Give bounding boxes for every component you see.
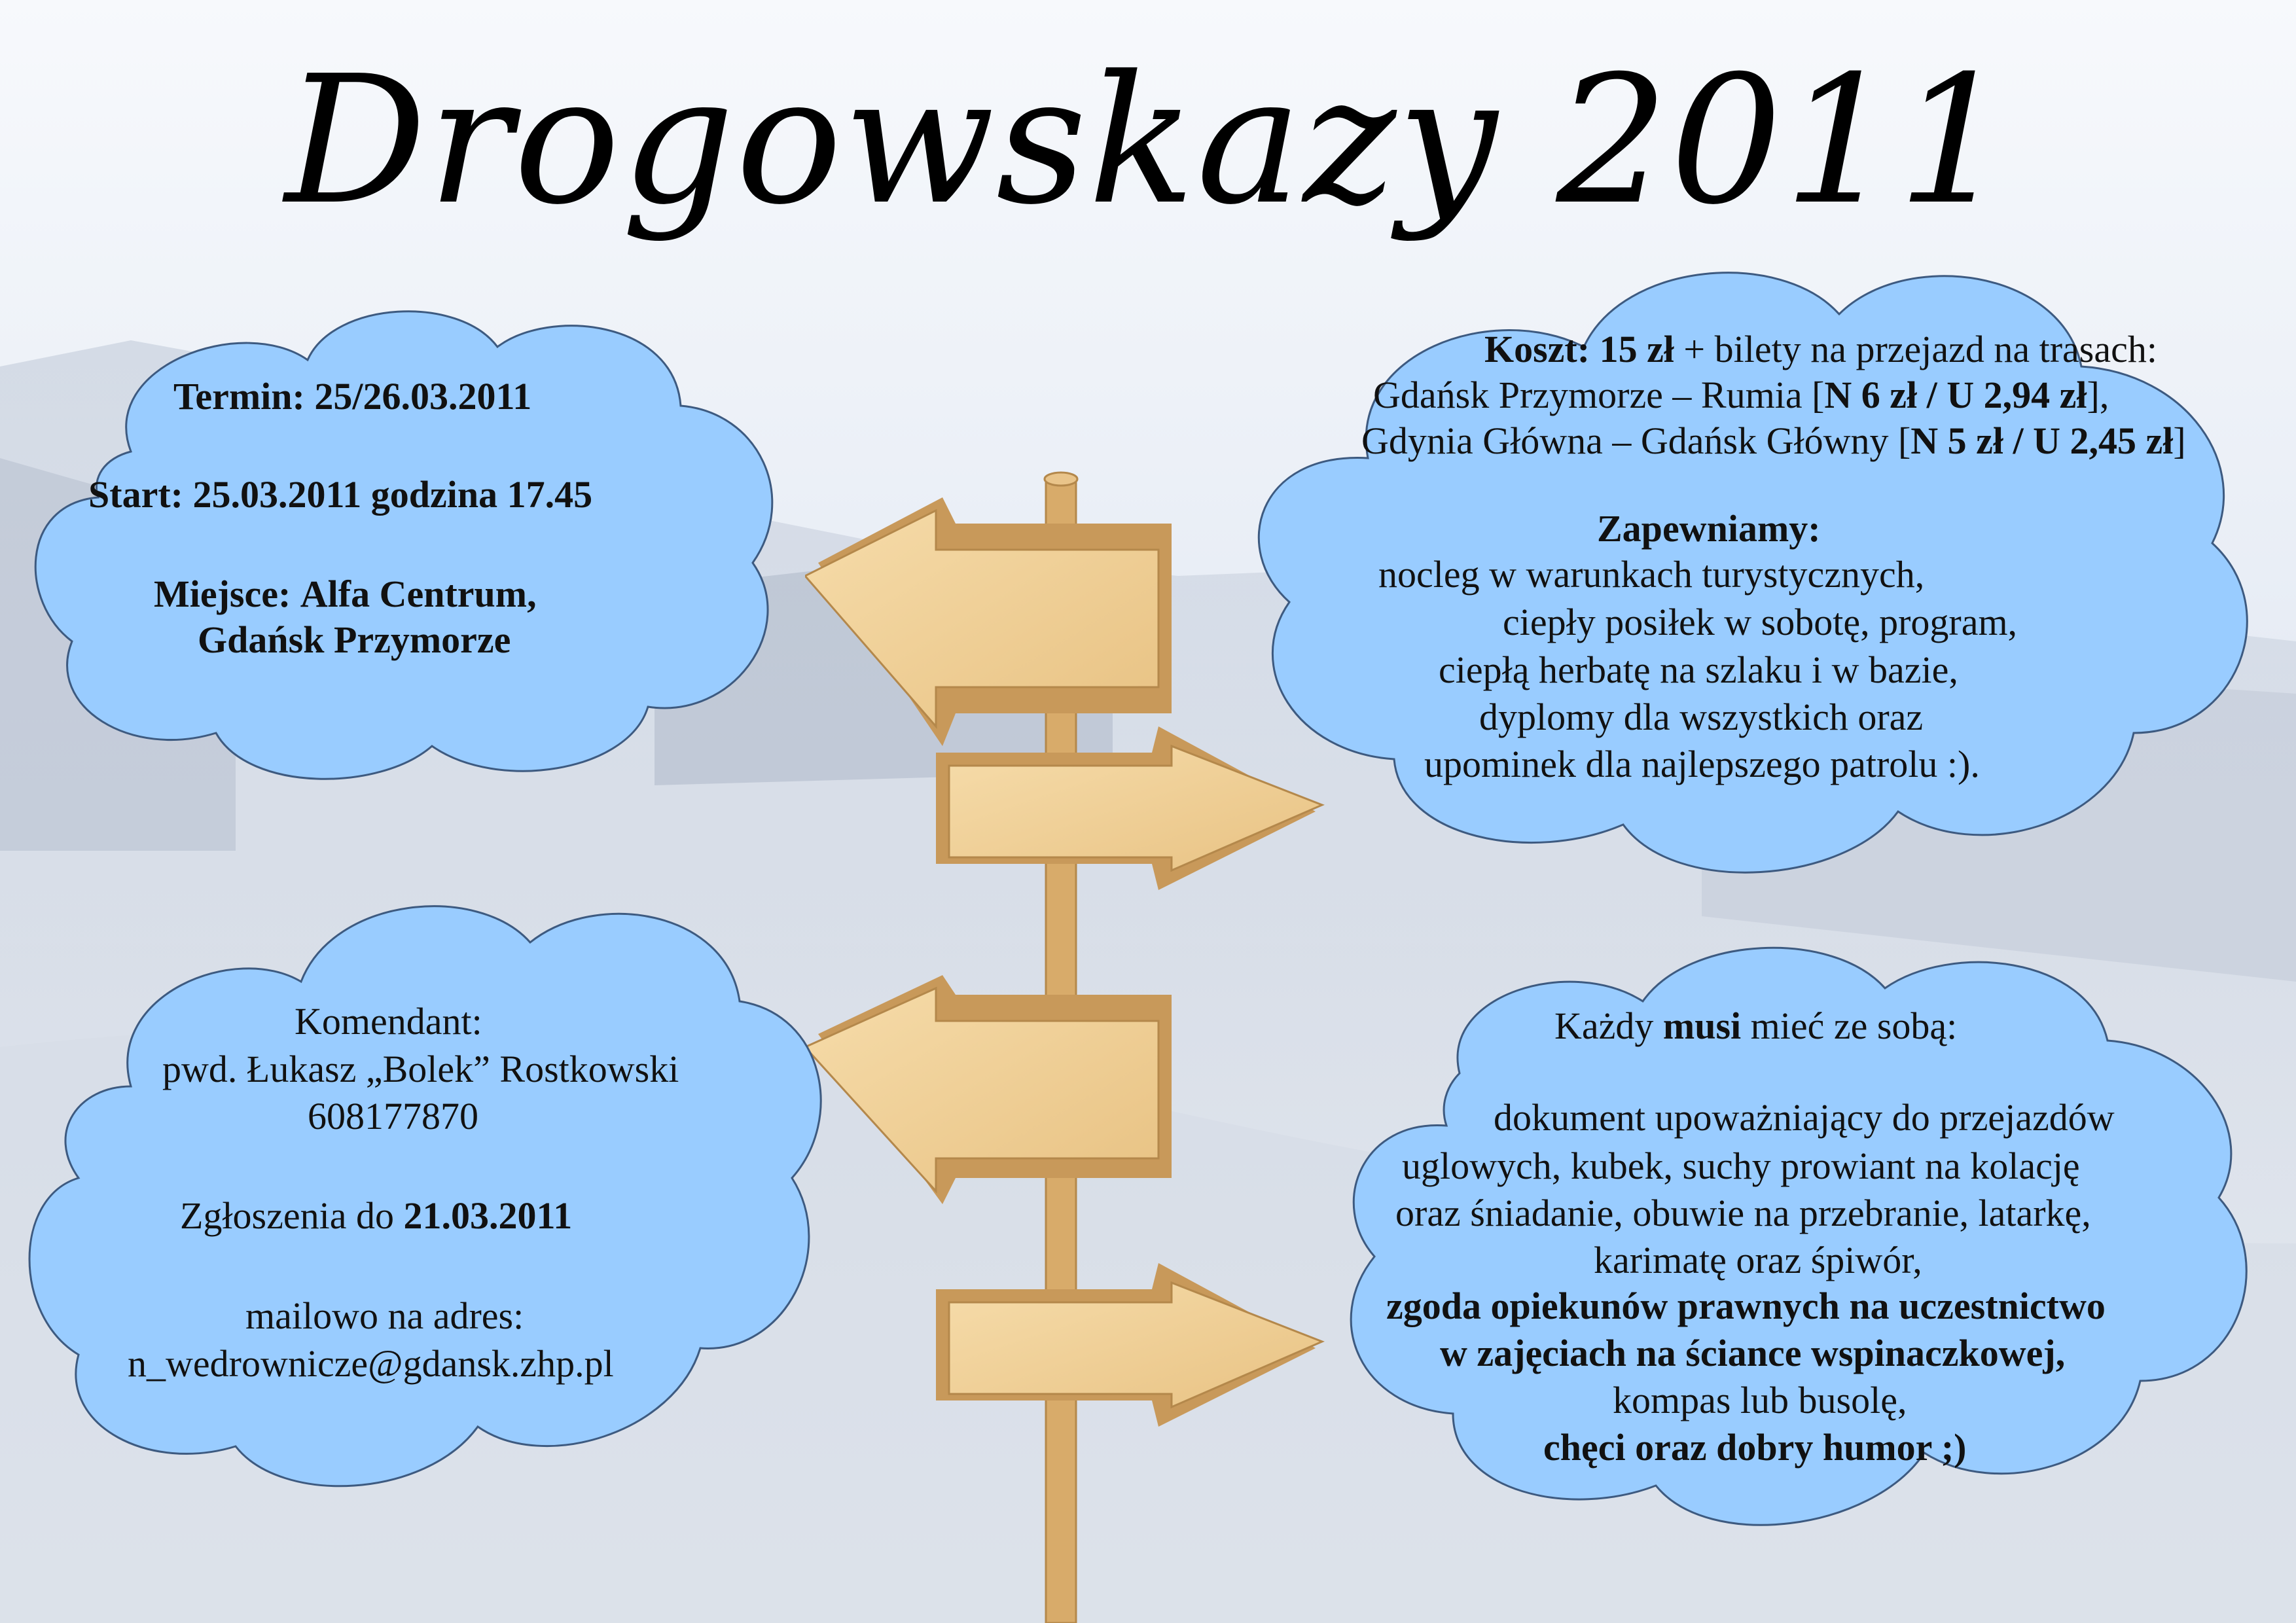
route1-price: N 6 zł / U 2,94 zł <box>1824 374 2087 416</box>
poster-title: Drogowskazy 2011 <box>285 37 2011 243</box>
route1-open: [ <box>1812 374 1825 416</box>
zapewniamy-heading: Zapewniamy: <box>1597 507 1821 550</box>
equipment-item-7: kompas lub busolę, <box>1613 1379 1907 1421</box>
arrow-sign-right-2 <box>936 1263 1322 1427</box>
equipment-item-5: zgoda opiekunów prawnych na uczestnictwo <box>1386 1285 2106 1327</box>
start-label: Start: <box>88 473 183 516</box>
route2-open: [ <box>1897 419 1911 462</box>
offer-item-2: ciepły posiłek w sobotę, program, <box>1503 601 2018 643</box>
koszt-rest: + bilety na przejazd na trasach: <box>1683 328 2157 370</box>
equipment-item-8: chęci oraz dobry humor ;) <box>1543 1426 1967 1469</box>
zgloszenia-label: Zgłoszenia do <box>180 1194 394 1237</box>
arrow-sign-left-2 <box>805 975 1172 1204</box>
equipment-item-3: oraz śniadanie, obuwie na przebranie, latarkę, <box>1395 1192 2091 1234</box>
equipment-item-2: uglowych, kubek, suchy prowiant na kolację <box>1402 1145 2080 1187</box>
route2-close: ] <box>2173 419 2186 462</box>
arrow-sign-left-1 <box>805 497 1172 746</box>
cloud-event-details <box>26 288 798 785</box>
phone-number: 608177870 <box>308 1095 478 1137</box>
koszt-label: Koszt: <box>1484 328 1590 370</box>
cloud-equipment-list <box>1335 929 2278 1571</box>
offer-item-5: upominek dla najlepszego patrolu :). <box>1424 743 1980 785</box>
intro-bold: musi <box>1662 1005 1742 1047</box>
komendant-name: pwd. Łukasz „Bolek” Rostkowski <box>162 1048 679 1090</box>
koszt-value: 15 zł <box>1599 328 1674 370</box>
miejsce-value-2: Gdańsk Przymorze <box>198 618 511 661</box>
route2-price: N 5 zł / U 2,45 zł <box>1910 419 2174 462</box>
offer-item-4: dyplomy dla wszystkich oraz <box>1479 696 1924 738</box>
miejsce-label: Miejsce: <box>154 573 291 615</box>
cloud-contact-info <box>20 870 831 1525</box>
intro-text-1: Każdy <box>1554 1005 1654 1047</box>
intro-text-2: mieć ze sobą: <box>1750 1005 1958 1047</box>
email-address: n_wedrownicze@gdansk.zhp.pl <box>128 1342 614 1385</box>
equipment-item-6: w zajęciach na ściance wspinaczkowej, <box>1440 1332 2066 1374</box>
termin-label: Termin: <box>173 375 305 418</box>
termin-value: 25/26.03.2011 <box>314 375 532 418</box>
miejsce-value-1: Alfa Centrum, <box>300 573 537 615</box>
komendant-label: Komendant: <box>295 1000 482 1043</box>
mail-label: mailowo na adres: <box>245 1294 524 1337</box>
cloud-cost-and-offer <box>1217 236 2291 903</box>
equipment-item-4: karimatę oraz śpiwór, <box>1594 1239 1922 1281</box>
route1-name: Gdańsk Przymorze – Rumia <box>1373 374 1803 416</box>
offer-item-1: nocleg w warunkach turystycznych, <box>1378 553 1925 596</box>
zgloszenia-date: 21.03.2011 <box>403 1194 573 1237</box>
route2-name: Gdynia Główna – Gdańsk Główny <box>1361 419 1889 462</box>
offer-item-3: ciepłą herbatę na szlaku i w bazie, <box>1439 649 1958 691</box>
equipment-item-1: dokument upoważniający do przejazdów <box>1494 1096 2115 1139</box>
start-value: 25.03.2011 godzina 17.45 <box>192 473 593 516</box>
route1-close: ], <box>2087 374 2109 416</box>
